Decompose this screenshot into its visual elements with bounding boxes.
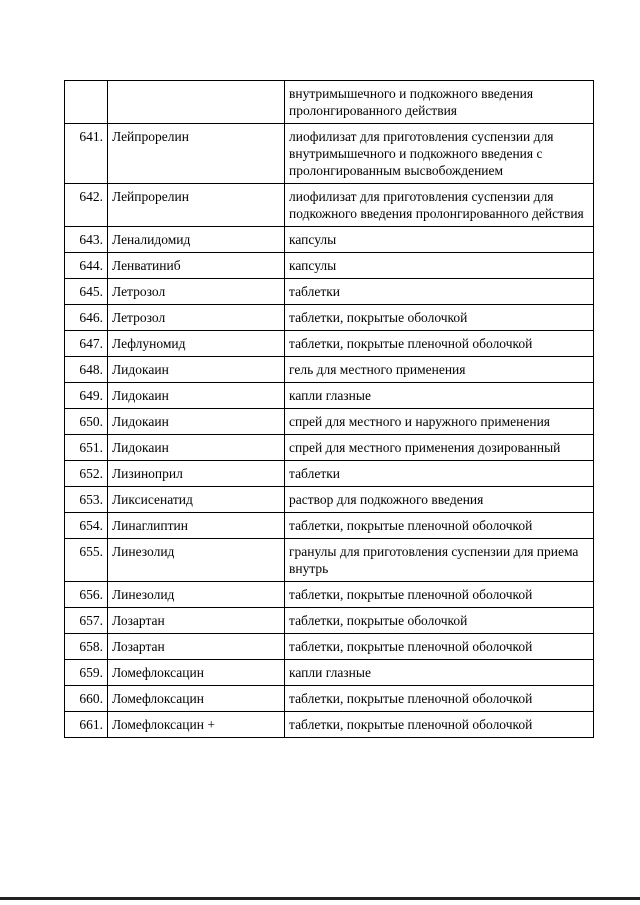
drug-name: Линаглиптин (108, 513, 285, 539)
dosage-form: таблетки (285, 279, 594, 305)
row-number: 656. (65, 582, 108, 608)
row-number: 659. (65, 660, 108, 686)
dosage-form: лиофилизат для приготовления суспензии для внутримышечного и подкожного введения с пролонгированным высвобождением (285, 124, 594, 184)
dosage-form: спрей для местного и наружного применения (285, 409, 594, 435)
table-row (65, 461, 594, 487)
table-row (65, 253, 594, 279)
table-row (65, 81, 594, 124)
table-row (65, 435, 594, 461)
drug-name: Линезолид (108, 582, 285, 608)
table-row (65, 331, 594, 357)
table-row (65, 409, 594, 435)
dosage-form: таблетки (285, 461, 594, 487)
drug-name: Летрозол (108, 305, 285, 331)
table-row (65, 539, 594, 582)
dosage-form: капли глазные (285, 660, 594, 686)
row-number (65, 81, 108, 124)
row-number: 652. (65, 461, 108, 487)
row-number: 651. (65, 435, 108, 461)
row-number: 650. (65, 409, 108, 435)
row-number: 646. (65, 305, 108, 331)
row-number: 660. (65, 686, 108, 712)
drug-name: Лизиноприл (108, 461, 285, 487)
drug-name (108, 81, 285, 124)
dosage-form: таблетки, покрытые пленочной оболочкой (285, 331, 594, 357)
row-number: 642. (65, 184, 108, 227)
table-row (65, 513, 594, 539)
drug-name: Ленватиниб (108, 253, 285, 279)
row-number: 643. (65, 227, 108, 253)
dosage-form: таблетки, покрытые оболочкой (285, 305, 594, 331)
table-row (65, 357, 594, 383)
row-number: 657. (65, 608, 108, 634)
table-row (65, 279, 594, 305)
table-row (65, 608, 594, 634)
drug-name: Лейпрорелин (108, 124, 285, 184)
dosage-form: капсулы (285, 227, 594, 253)
dosage-form: таблетки, покрытые оболочкой (285, 608, 594, 634)
dosage-form: таблетки, покрытые пленочной оболочкой (285, 634, 594, 660)
table-row (65, 634, 594, 660)
dosage-form: раствор для подкожного введения (285, 487, 594, 513)
row-number: 641. (65, 124, 108, 184)
table-row (65, 184, 594, 227)
row-number: 653. (65, 487, 108, 513)
drug-name: Ломефлоксацин + (108, 712, 285, 738)
drug-name: Линезолид (108, 539, 285, 582)
row-number: 648. (65, 357, 108, 383)
drug-name: Летрозол (108, 279, 285, 305)
dosage-form: капсулы (285, 253, 594, 279)
table-row (65, 712, 594, 738)
medication-table (64, 80, 594, 738)
drug-name: Ликсисенатид (108, 487, 285, 513)
drug-name: Лидокаин (108, 435, 285, 461)
dosage-form: таблетки, покрытые пленочной оболочкой (285, 513, 594, 539)
drug-name: Ломефлоксацин (108, 660, 285, 686)
table-body (65, 81, 594, 738)
dosage-form: спрей для местного применения дозированный (285, 435, 594, 461)
drug-name: Ломефлоксацин (108, 686, 285, 712)
dosage-form: капли глазные (285, 383, 594, 409)
dosage-form: гель для местного применения (285, 357, 594, 383)
table-row (65, 686, 594, 712)
row-number: 645. (65, 279, 108, 305)
drug-name: Лидокаин (108, 383, 285, 409)
drug-name: Лидокаин (108, 409, 285, 435)
row-number: 647. (65, 331, 108, 357)
drug-name: Лозартан (108, 608, 285, 634)
dosage-form: лиофилизат для приготовления суспензии для подкожного введения пролонгированного действия (285, 184, 594, 227)
row-number: 658. (65, 634, 108, 660)
dosage-form: таблетки, покрытые пленочной оболочкой (285, 686, 594, 712)
drug-name: Лидокаин (108, 357, 285, 383)
page-bottom-rule (0, 897, 640, 900)
table-row (65, 660, 594, 686)
row-number: 644. (65, 253, 108, 279)
drug-name: Лефлуномид (108, 331, 285, 357)
row-number: 661. (65, 712, 108, 738)
drug-name: Лейпрорелин (108, 184, 285, 227)
row-number: 649. (65, 383, 108, 409)
row-number: 654. (65, 513, 108, 539)
table-row (65, 227, 594, 253)
table-row (65, 305, 594, 331)
table-row (65, 383, 594, 409)
table-row (65, 487, 594, 513)
dosage-form: внутримышечного и подкожного введения пролонгированного действия (285, 81, 594, 124)
dosage-form: гранулы для приготовления суспензии для приема внутрь (285, 539, 594, 582)
dosage-form: таблетки, покрытые пленочной оболочкой (285, 712, 594, 738)
row-number: 655. (65, 539, 108, 582)
table-row (65, 582, 594, 608)
drug-name: Леналидомид (108, 227, 285, 253)
dosage-form: таблетки, покрытые пленочной оболочкой (285, 582, 594, 608)
table-row (65, 124, 594, 184)
drug-name: Лозартан (108, 634, 285, 660)
